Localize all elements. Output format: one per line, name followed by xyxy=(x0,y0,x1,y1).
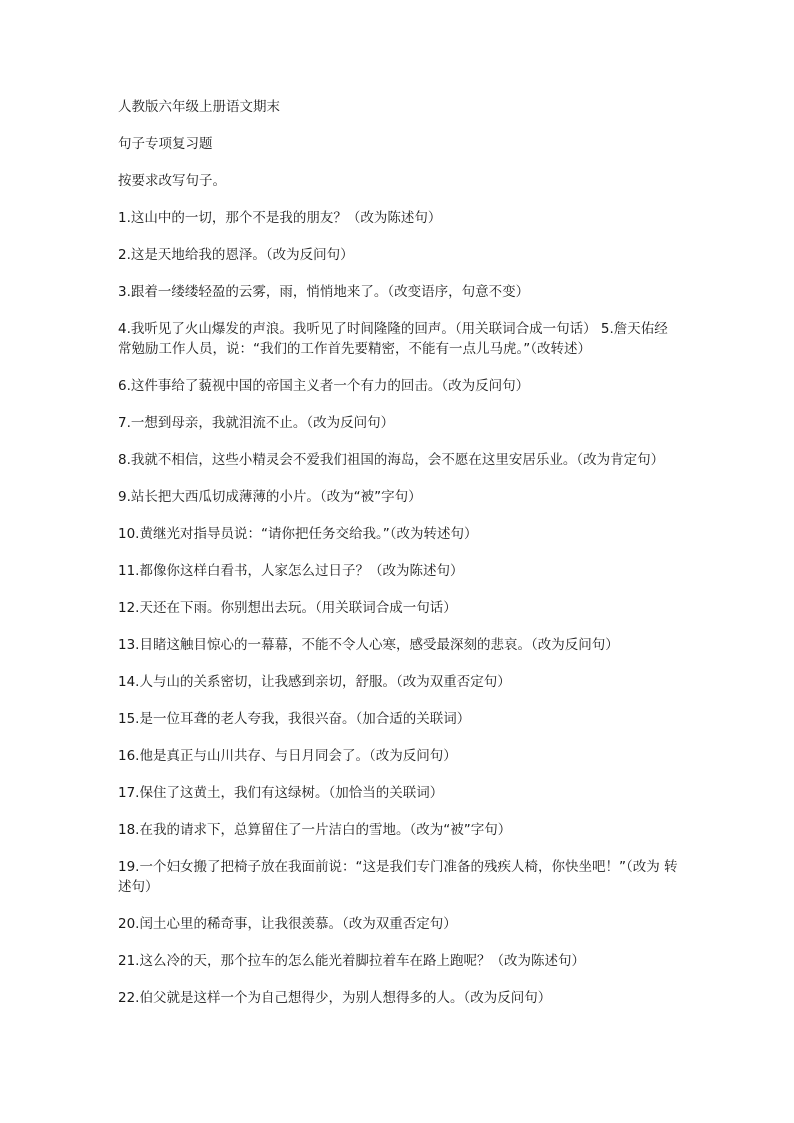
question-item: 13.目睹这触目惊心的一幕幕，不能不令人心寒，感受最深刻的悲哀。（改为反问句） xyxy=(118,637,619,653)
question-item: 3.跟着一缕缕轻盈的云雾，雨，悄悄地来了。（改变语序，句意不变） xyxy=(118,284,530,300)
question-item: 6.这件事给了藐视中国的帝国主义者一个有力的回击。（改为反问句） xyxy=(118,378,530,394)
question-item: 7.一想到母亲，我就泪流不止。（改为反问句） xyxy=(118,415,395,431)
section-instruction: 按要求改写句子。 xyxy=(118,173,226,189)
question-item: 19.一个妇女搬了把椅子放在我面前说：“这是我们专门准备的残疾人椅，你快坐吧！”（改为 转述句） xyxy=(118,859,678,895)
document-title: 人教版六年级上册语文期末 xyxy=(118,99,280,115)
question-item: 12.天还在下雨。你别想出去玩。（用关联词合成一句话） xyxy=(118,600,457,616)
question-item: 10.黄继光对指导员说：“请你把任务交给我。”（改为转述句） xyxy=(118,526,478,542)
question-item: 17.保住了这黄土，我们有这绿树。（加恰当的关联词） xyxy=(118,785,444,801)
question-item: 8.我就不相信，这些小精灵会不爱我们祖国的海岛，会不愿在这里安居乐业。（改为肯定句） xyxy=(118,452,665,468)
question-item: 16.他是真正与山川共存、与日月同会了。（改为反问句） xyxy=(118,748,457,764)
question-item: 15.是一位耳聋的老人夸我，我很兴奋。（加合适的关联词） xyxy=(118,711,471,727)
document-body xyxy=(118,97,678,1025)
question-item: 1.这山中的一切，那个不是我的朋友？（改为陈述句） xyxy=(118,210,442,226)
question-item: 18.在我的请求下，总算留住了一片洁白的雪地。（改为“被”字句） xyxy=(118,822,512,838)
question-item: 9.站长把大西瓜切成薄薄的小片。（改为“被”字句） xyxy=(118,489,422,505)
question-item: 20.闰土心里的稀奇事，让我很羡慕。（改为双重否定句） xyxy=(118,916,457,932)
question-item: 21.这么冷的天，那个拉车的怎么能光着脚拉着车在路上跑呢？（改为陈述句） xyxy=(118,953,585,969)
question-item: 14.人与山的关系密切，让我感到亲切，舒服。（改为双重否定句） xyxy=(118,674,511,690)
question-item: 22.伯父就是这样一个为自己想得少，为别人想得多的人。（改为反问句） xyxy=(118,990,552,1006)
document-subtitle: 句子专项复习题 xyxy=(118,136,213,152)
question-item: 4.我听见了火山爆发的声浪。我听见了时间隆隆的回声。（用关联词合成一句话） 5.詹天佑经常勉励工作人员，说：“我们的工作首先要精密，不能有一点儿马虎。”（改转述） xyxy=(118,321,668,357)
question-item: 11.都像你这样白看书，人家怎么过日子？（改为陈述句） xyxy=(118,563,464,579)
question-item: 2.这是天地给我的恩泽。（改为反问句） xyxy=(118,247,354,263)
